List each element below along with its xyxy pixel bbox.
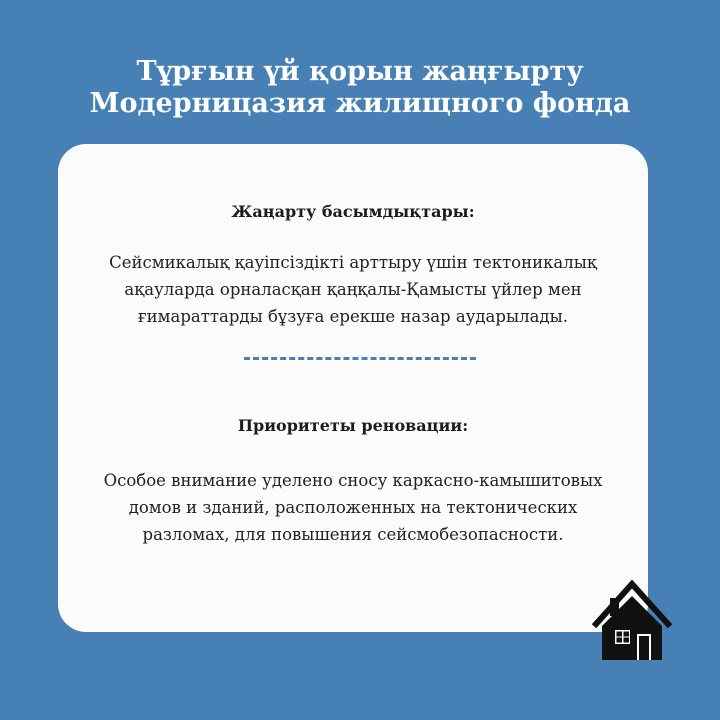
- heading-russian: Приоритеты реновации:: [237, 416, 469, 435]
- paragraph-russian: [76, 467, 630, 548]
- content-card: [58, 144, 648, 632]
- title-russian: Модерницазия жилищного фонда: [89, 88, 631, 119]
- paragraph-line: домов и зданий, расположенных на тектонических: [128, 498, 578, 517]
- heading-kazakh: Жаңарту басымдықтары:: [231, 202, 475, 221]
- paragraph-line: Сейсмикалық қауіпсіздікті арттыру үшін тектоникалық: [109, 253, 597, 272]
- paragraph-line: Особое внимание уделено сносу каркасно-камышитовых: [103, 471, 603, 490]
- house-icon: [590, 576, 674, 664]
- dashed-divider: [244, 357, 476, 360]
- page-title: [0, 56, 720, 120]
- paragraph-line: ғимараттарды бұзуға ерекше назар аударылады.: [138, 307, 568, 326]
- paragraph-line: ақауларда орналасқан қаңқалы-Қамысты үйлер мен: [124, 280, 582, 299]
- paragraph-line: разломах, для повышения сейсмобезопасности.: [142, 525, 564, 544]
- paragraph-kazakh: [76, 249, 630, 330]
- title-kazakh: Тұрғын үй қорын жаңғырту: [136, 56, 584, 87]
